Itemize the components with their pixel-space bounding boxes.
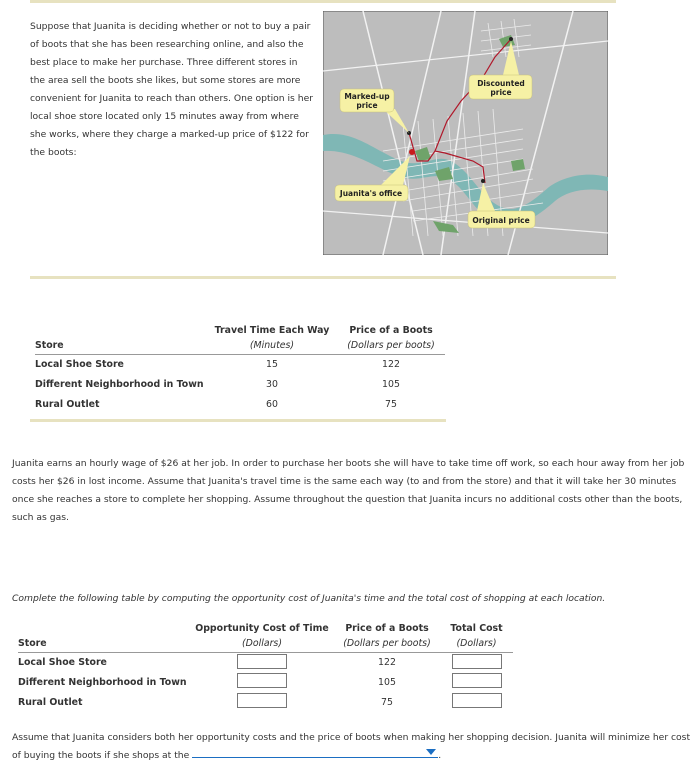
intro-paragraph: Suppose that Juanita is deciding whether or not to buy a pair of boots that she has been researching online, and also the best place to make her purchase. Three different stores in the area sell the boots she likes, but some stores are more convenient for Juanita to reach than others. One option is her local shoe store located only 15 minutes away from where she works, where they charge a marked-up price of $122 for the boots: <box>30 21 314 158</box>
store-header-2: Store <box>18 638 47 650</box>
opp-cost-unit: (Dollars) <box>242 638 282 650</box>
total-cost-unit: (Dollars) <box>456 638 497 650</box>
store-name: Rural Outlet <box>18 696 83 708</box>
price-header: Price of a Boots <box>349 324 433 336</box>
price-value: 122 <box>378 657 396 668</box>
section-divider-2 <box>30 419 446 422</box>
top-divider <box>30 0 616 3</box>
table-row <box>18 692 513 712</box>
total-cost-input-neighborhood[interactable] <box>452 673 502 688</box>
map-label-office: Juanita's office <box>339 189 403 198</box>
store-name: Local Shoe Store <box>18 657 107 668</box>
opp-cost-input-neighborhood[interactable] <box>237 673 287 688</box>
price-value: 105 <box>378 676 396 688</box>
total-cost-header: Total Cost <box>450 622 503 634</box>
cost-table <box>18 620 513 712</box>
total-cost-input-rural[interactable] <box>452 693 502 708</box>
store-choice-dropdown[interactable] <box>192 748 438 758</box>
store-header: Store <box>35 340 64 352</box>
wage-paragraph: Juanita earns an hourly wage of $26 at her job. In order to purchase her boots she will have to take time off work, so each hour away from her job costs her $26 in lost income. Assume that Juanita's travel time is the same each way (to and from the store) and that it will take her 30 minutes once she reaches a store to complete her shopping. Assume throughout the question that Juanita incurs no additional costs other than the boots, such as gas. <box>12 458 685 523</box>
price-value: 105 <box>382 378 400 390</box>
table-row <box>35 374 445 394</box>
final-question-text: Assume that Juanita considers both her opportunity costs and the price of boots when making her shopping decision. Juanita will minimize her cost of buying the boots if she shops at the <box>12 732 691 761</box>
final-question <box>12 729 696 765</box>
price-unit-2: (Dollars per boots) <box>343 638 431 650</box>
map-label-marked-up-1: Marked-up <box>344 92 390 101</box>
price-unit: (Dollars per boots) <box>347 340 435 352</box>
table-row <box>35 394 445 414</box>
price-value: 75 <box>385 398 397 410</box>
price-value: 122 <box>382 359 400 370</box>
store-name: Different Neighborhood in Town <box>18 676 187 688</box>
final-question-end: . <box>438 750 442 761</box>
total-cost-input-local[interactable] <box>452 654 502 669</box>
map-label-marked-up-2: price <box>356 101 378 110</box>
city-map <box>323 11 608 255</box>
store-name: Local Shoe Store <box>35 359 124 370</box>
opp-cost-input-local[interactable] <box>237 654 287 669</box>
travel-time-unit: (Minutes) <box>249 340 295 352</box>
map-label-discounted-2: price <box>490 88 512 97</box>
map-label-original: Original price <box>472 216 530 225</box>
store-name: Different Neighborhood in Town <box>35 378 204 390</box>
store-name: Rural Outlet <box>35 398 100 410</box>
opp-cost-input-rural[interactable] <box>237 693 287 708</box>
travel-price-table <box>35 322 445 414</box>
table-row <box>18 653 513 672</box>
travel-time-header: Travel Time Each Way <box>214 324 330 336</box>
section-divider-1 <box>30 276 616 279</box>
travel-time-value: 15 <box>266 359 278 370</box>
map-label-discounted-1: Discounted <box>477 79 525 88</box>
instruction-text: Complete the following table by computing the opportunity cost of Juanita's time and the total cost of shopping at each location. <box>12 593 606 604</box>
price-value: 75 <box>381 696 393 708</box>
table-row <box>18 672 513 692</box>
opp-cost-header: Opportunity Cost of Time <box>195 622 329 634</box>
travel-time-value: 60 <box>266 398 278 410</box>
price-header-2: Price of a Boots <box>345 622 429 634</box>
travel-time-value: 30 <box>266 378 278 390</box>
chevron-down-icon <box>426 749 436 755</box>
table-row <box>35 355 445 374</box>
